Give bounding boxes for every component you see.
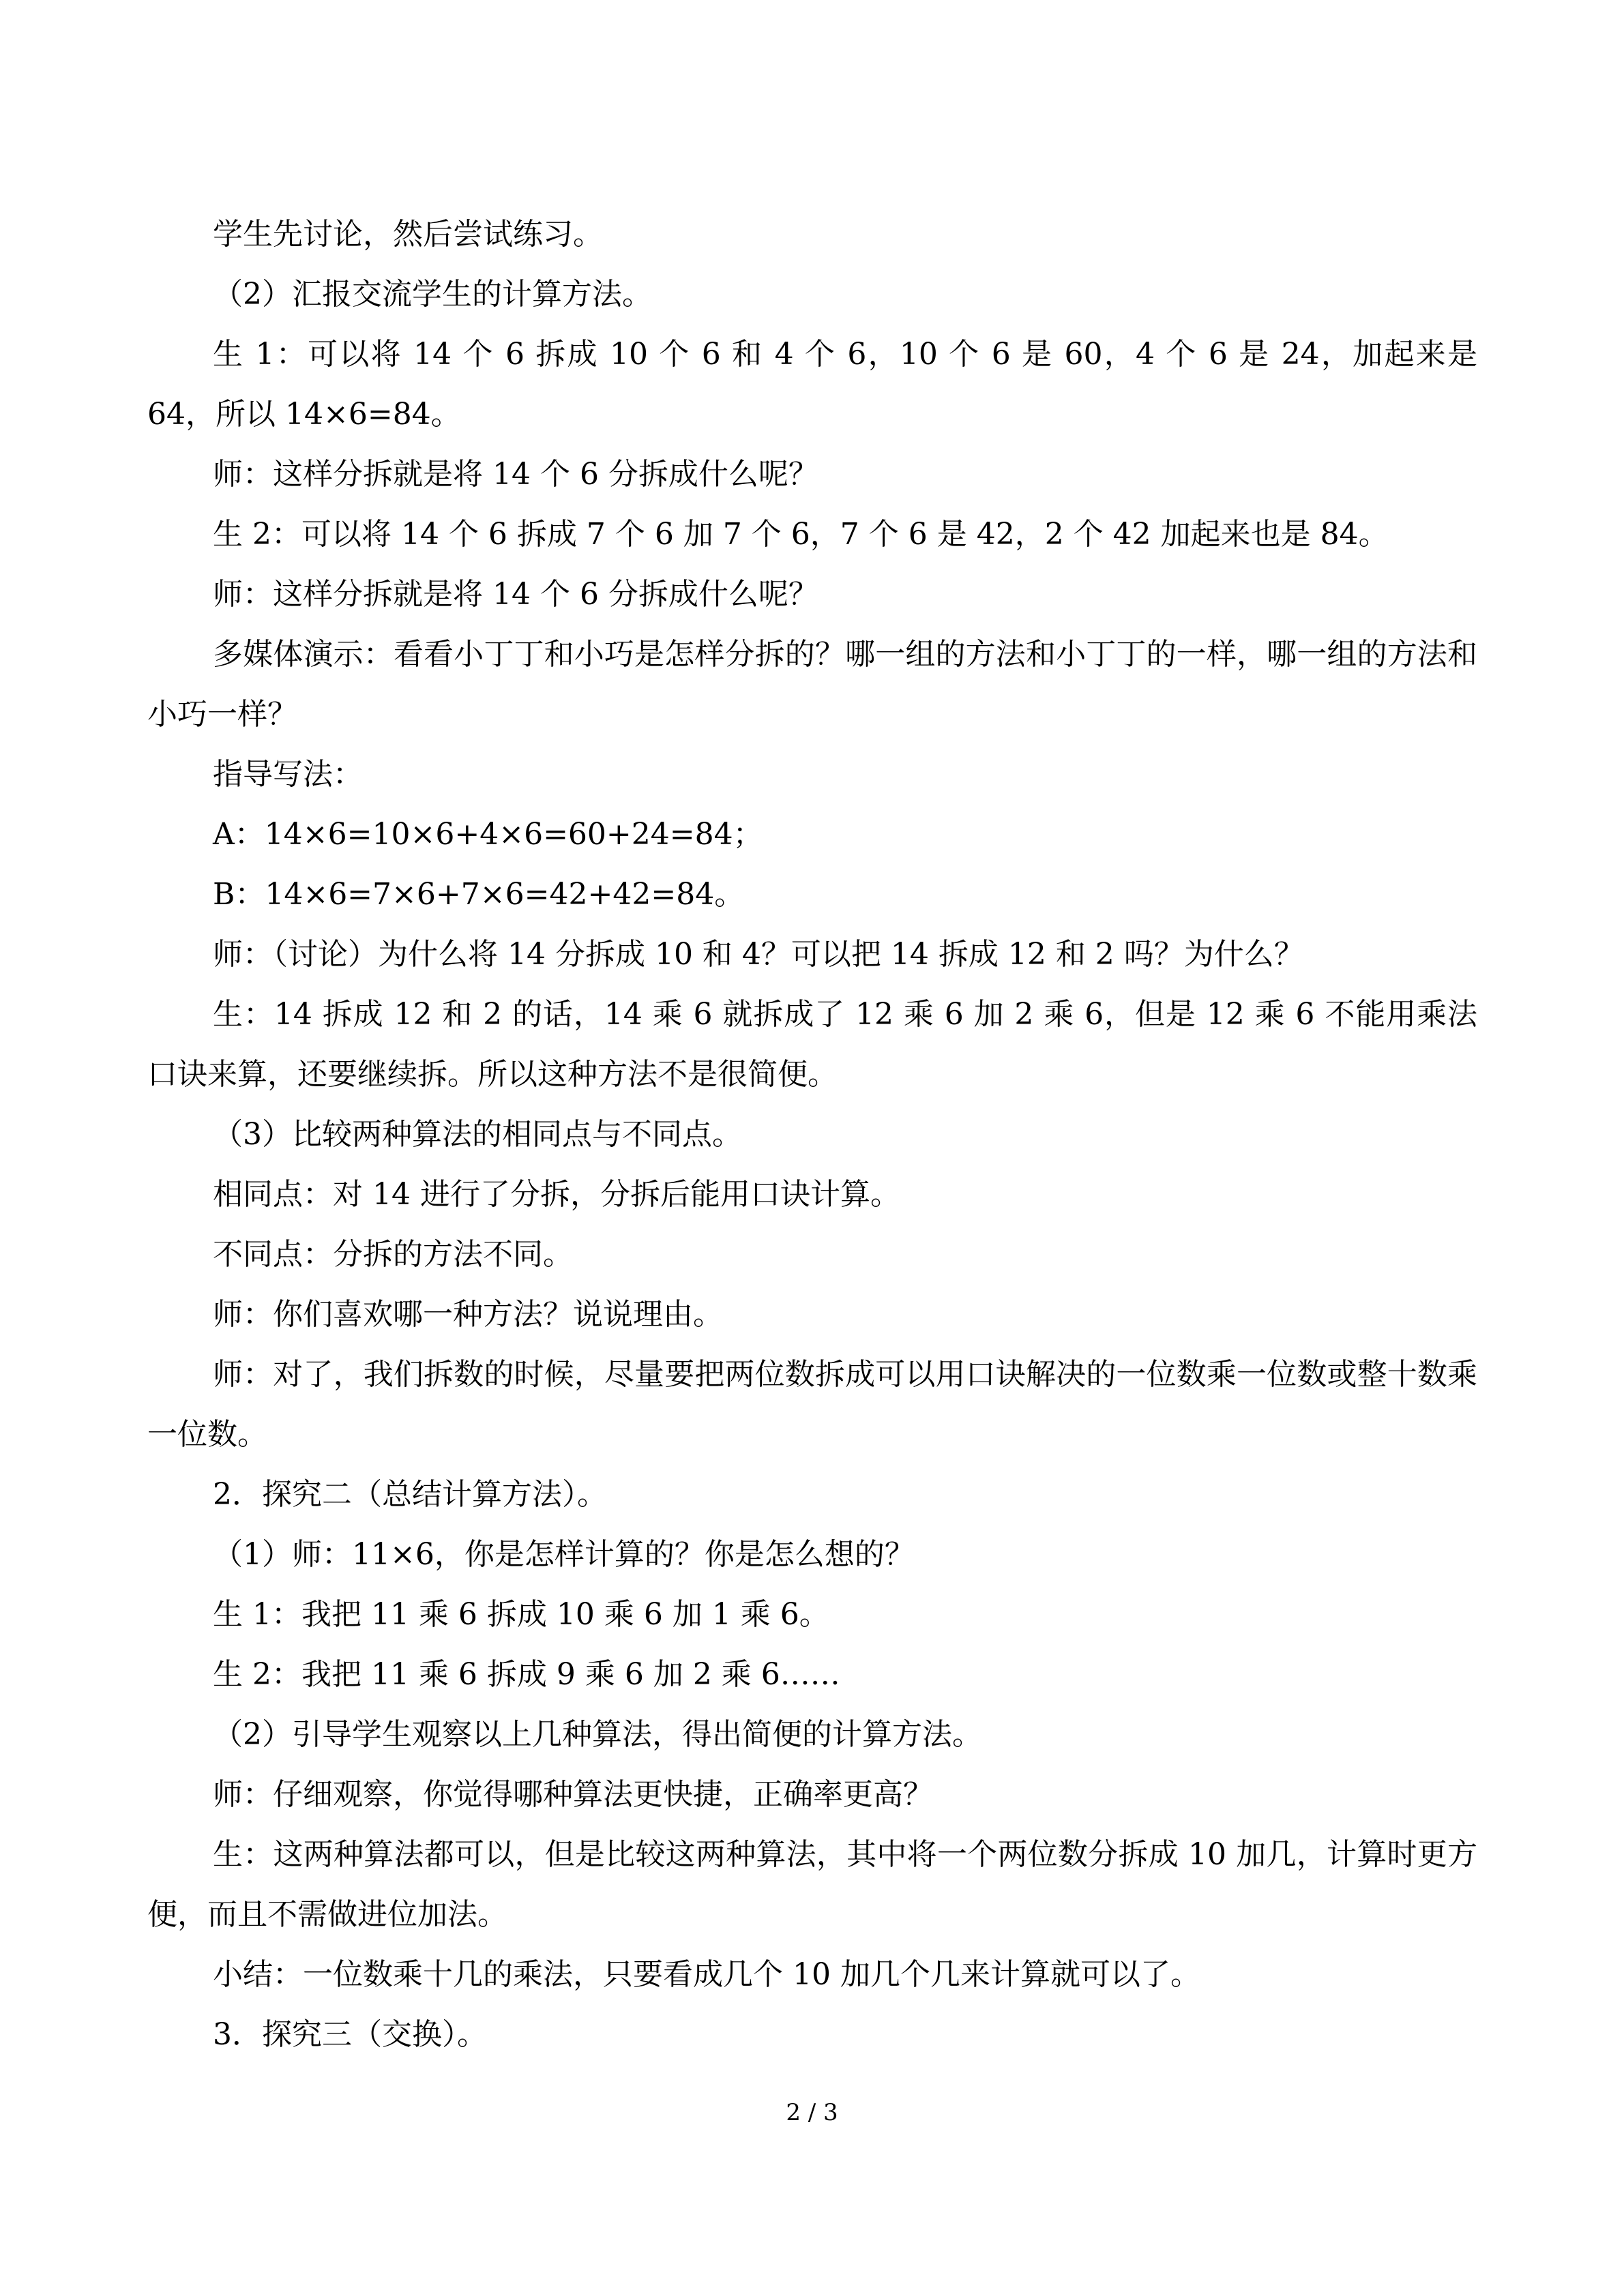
paragraph-23: 师：仔细观察，你觉得哪种算法更快捷，正确率更高？ [213,1777,933,1812]
paragraph-11: 师：（讨论）为什么将 14 分拆成 10 和 4？可以把 14 拆成 12 和 2 吗？为什么？ [213,937,1304,972]
paragraph-3: 生 1：可以将 14 个 6 拆成 10 个 6 和 4 个 6，10 个 6 是 60，4 个 6 是 24，加起来是 64，所以 14×6=84。 [147,337,1477,432]
paragraph-2: （2）汇报交流学生的计算方法。 [213,277,652,312]
paragraph-20: 生 1：我把 11 乘 6 拆成 10 乘 6 加 1 乘 6。 [213,1597,829,1632]
document-body [147,205,1477,2065]
paragraph-15: 不同点：分拆的方法不同。 [213,1237,573,1272]
paragraph-1: 学生先讨论，然后尝试练习。 [213,217,603,252]
paragraph-7: 多媒体演示：看看小丁丁和小巧是怎样分拆的？哪一组的方法和小丁丁的一样，哪一组的方法和小巧一样？ [147,637,1477,732]
paragraph-5: 生 2：可以将 14 个 6 拆成 7 个 6 加 7 个 6，7 个 6 是 42，2 个 42 加起来也是 84。 [213,517,1389,552]
page-number: 2 / 3 [786,2099,838,2126]
paragraph-4: 师：这样分拆就是将 14 个 6 分拆成什么呢？ [213,457,818,492]
paragraph-8: 指导写法： [213,757,363,792]
section-heading-2: 2．探究二（总结计算方法）。 [213,1477,607,1512]
paragraph-13: （3）比较两种算法的相同点与不同点。 [213,1117,742,1152]
paragraph-6: 师：这样分拆就是将 14 个 6 分拆成什么呢？ [213,577,818,612]
formula-b: B：14×6=7×6+7×6=42+42=84。 [213,877,745,912]
paragraph-24: 生：这两种算法都可以，但是比较这两种算法，其中将一个两位数分拆成 10 加几，计算时更方便，而且不需做进位加法。 [147,1837,1477,1932]
paragraph-16: 师：你们喜欢哪一种方法？说说理由。 [213,1297,723,1332]
paragraph-22: （2）引导学生观察以上几种算法，得出简便的计算方法。 [213,1717,982,1752]
paragraph-12: 生：14 拆成 12 和 2 的话，14 乘 6 就拆成了 12 乘 6 加 2 乘 6，但是 12 乘 6 不能用乘法口诀来算，还要继续拆。所以这种方法不是很简便。 [147,997,1477,1092]
paragraph-14: 相同点：对 14 进行了分拆，分拆后能用口诀计算。 [213,1177,900,1212]
paragraph-21: 生 2：我把 11 乘 6 拆成 9 乘 6 加 2 乘 6…… [213,1657,840,1692]
summary: 小结：一位数乘十几的乘法，只要看成几个 10 加几个几来计算就可以了。 [213,1957,1200,1992]
paragraph-17: 师：对了，我们拆数的时候，尽量要把两位数拆成可以用口诀解决的一位数乘一位数或整十数乘一位数。 [147,1357,1477,1452]
formula-a: A：14×6=10×6+4×6=60+24=84； [213,817,763,852]
section-heading-3: 3．探究三（交换）。 [213,2017,487,2052]
paragraph-19: （1）师：11×6，你是怎样计算的？你是怎么想的？ [213,1537,915,1572]
